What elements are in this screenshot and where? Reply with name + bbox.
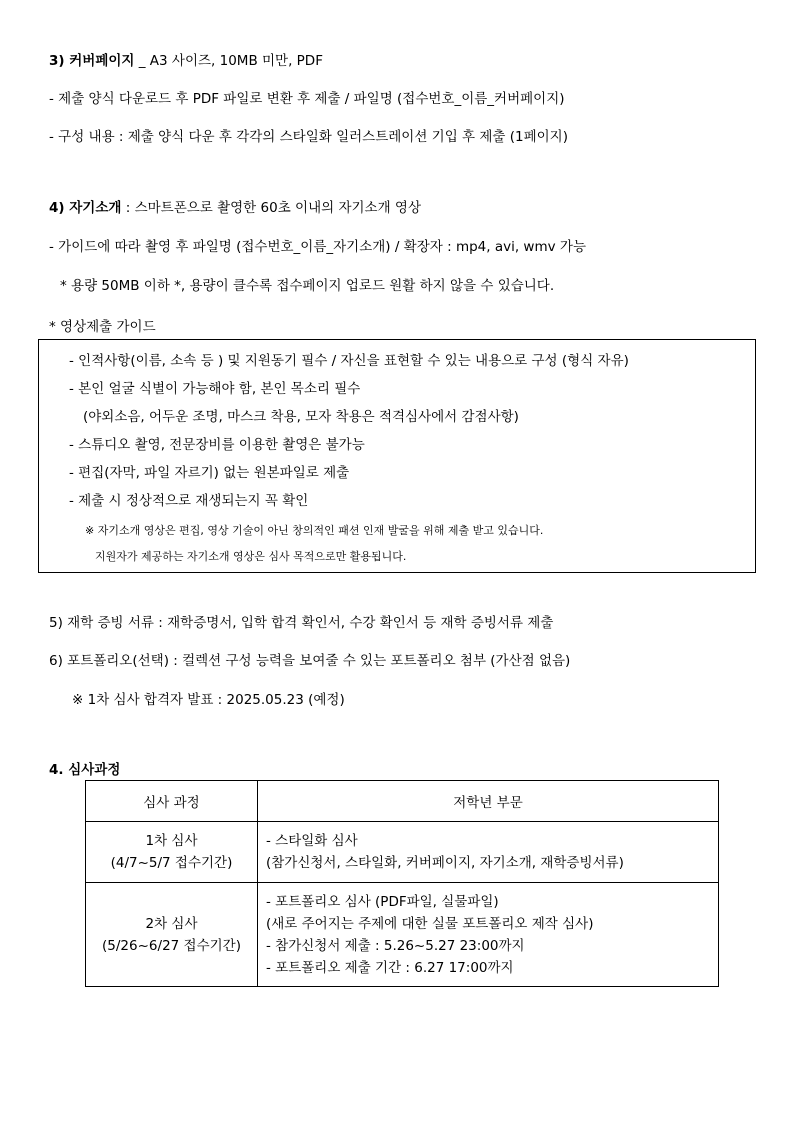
guide-item: - 인적사항(이름, 소속 등 ) 및 지원동기 필수 / 자신을 표현할 수 있는 내용으로 구성 (형식 자유) (69, 353, 629, 369)
stage-period: (5/26~6/27 접수기간) (102, 937, 241, 954)
intro-size-note: * 용량 50MB 이하 *, 용량이 클수록 접수페이지 업로드 원활 하지 않을 수 있습니다. (60, 278, 555, 294)
guide-item: (야외소음, 어두운 조명, 마스크 착용, 모자 착용은 적격심사에서 감점사항) (83, 409, 519, 425)
detail-line: (참가신청서, 스타일화, 커버페이지, 자기소개, 재학증빙서류) (266, 855, 624, 871)
cover-line-2: - 구성 내용 : 제출 양식 다운 후 각각의 스타일화 일러스트레이션 기입 후 제출 (1페이지) (49, 129, 568, 145)
guide-note: ※ 자기소개 영상은 편집, 영상 기술이 아닌 창의적인 패션 인재 발굴을 위해 제출 받고 있습니다. (85, 524, 544, 537)
detail-line: - 참가신청서 제출 : 5.26~5.27 23:00까지 (266, 937, 525, 954)
enrollment-line: 5) 재학 증빙 서류 : 재학증명서, 입학 합격 확인서, 수강 확인서 등 재학 증빙서류 제출 (49, 615, 554, 631)
table-row (86, 822, 719, 883)
stage-name: 1차 심사 (145, 833, 198, 849)
guide-item: - 편집(자막, 파일 자르기) 없는 원본파일로 제출 (69, 465, 350, 481)
col-header-stage: 심사 과정 (86, 781, 258, 822)
intro-desc: : 스마트폰으로 촬영한 60초 이내의 자기소개 영상 (121, 200, 421, 216)
guide-item: - 제출 시 정상적으로 재생되는지 꼭 확인 (69, 493, 309, 509)
stage-name: 2차 심사 (145, 915, 198, 932)
stage-cell (86, 883, 258, 987)
stage-cell (86, 822, 258, 883)
stage-period: (4/7~5/7 접수기간) (110, 855, 233, 871)
guide-item: - 스튜디오 촬영, 전문장비를 이용한 촬영은 불가능 (69, 437, 365, 453)
detail-line: - 스타일화 심사 (266, 833, 358, 849)
detail-cell (258, 883, 719, 987)
guide-title: * 영상제출 가이드 (49, 319, 156, 335)
cover-line-1: - 제출 양식 다운로드 후 PDF 파일로 변환 후 제출 / 파일명 (접수번호_이름_커버페이지) (49, 91, 565, 107)
guide-item: - 본인 얼굴 식별이 가능해야 함, 본인 목소리 필수 (69, 381, 361, 397)
cover-heading: 3) 커버페이지 (49, 53, 135, 69)
detail-cell (258, 822, 719, 883)
video-guide-box (38, 339, 756, 573)
guide-note: 지원자가 제공하는 자기소개 영상은 심사 목적으로만 활용됩니다. (95, 550, 407, 563)
detail-line: - 포트폴리오 심사 (PDF파일, 실물파일) (266, 893, 499, 910)
intro-heading: 4) 자기소개 (49, 200, 122, 216)
cover-heading-line (49, 52, 323, 70)
table-row (86, 883, 719, 987)
review-heading: 4. 심사과정 (49, 762, 121, 778)
review-table (85, 780, 719, 987)
portfolio-line: 6) 포트폴리오(선택) : 컬렉션 구성 능력을 보여줄 수 있는 포트폴리오 첨부 (가산점 없음) (49, 653, 571, 669)
table-header-row (86, 781, 719, 822)
detail-line: - 포트폴리오 제출 기간 : 6.27 17:00까지 (266, 959, 514, 976)
intro-line-1: - 가이드에 따라 촬영 후 파일명 (접수번호_이름_자기소개) / 확장자 : mp4, avi, wmv 가능 (49, 239, 586, 255)
announce-line: ※ 1차 심사 합격자 발표 : 2025.05.23 (예정) (72, 692, 345, 708)
intro-heading-line (49, 199, 421, 217)
cover-spec: _ A3 사이즈, 10MB 미만, PDF (134, 53, 323, 69)
col-header-division: 저학년 부문 (258, 781, 719, 822)
detail-line: (새로 주어지는 주제에 대한 실물 포트폴리오 제작 심사) (266, 915, 594, 932)
